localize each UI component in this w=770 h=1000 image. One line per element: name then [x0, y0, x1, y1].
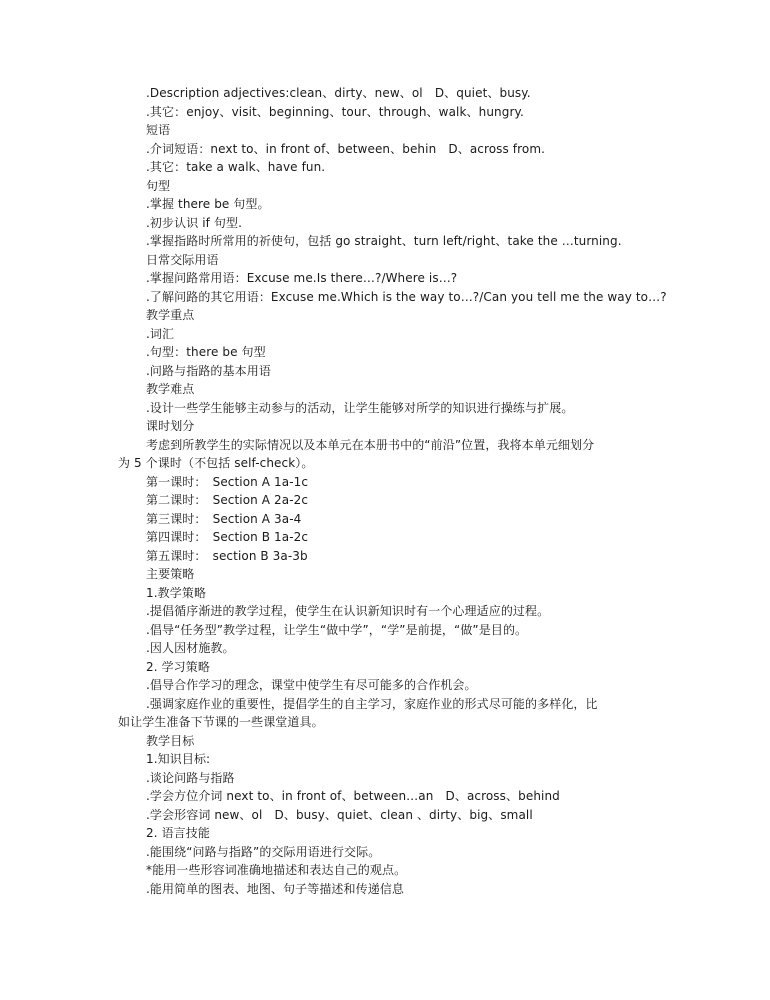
- text-line: 考虑到所教学生的实际情况以及本单元在本册书中的“前沿”位置，我将本单元细划分: [146, 437, 595, 452]
- text-line: .谈论问路与指路: [146, 770, 235, 785]
- text-line: .倡导“任务型”教学过程，让学生“做中学”，“学”是前提，“做”是目的。: [146, 622, 528, 637]
- text-line: .因人因材施教。: [146, 641, 235, 655]
- text-line: .掌握 there be 句型。: [146, 197, 270, 211]
- text-line: .介词短语：next to、in front of、between、behin D、across from.: [146, 141, 546, 156]
- text-line: 2. 学习策略: [146, 659, 210, 674]
- text-line: .学会方位介词 next to、in front of、between…an D、across、behind: [146, 789, 560, 803]
- text-line: .提倡循序渐进的教学过程，使学生在认识新知识时有一个心理适应的过程。: [146, 604, 550, 618]
- text-line: .强调家庭作业的重要性，提倡学生的自主学习，家庭作业的形式尽可能的多样化，比: [146, 696, 598, 711]
- text-line: 第一课时： Section A 1a-1c: [146, 474, 309, 489]
- text-line: .倡导合作学习的理念，课堂中使学生有尽可能多的合作机会。: [146, 678, 477, 692]
- text-line: .掌握指路时所常用的祈使句，包括 go straight、turn left/right、take the …turning.: [146, 234, 622, 248]
- text-line: .掌握问路常用语：Excuse me.Is there…?/Where is…?: [146, 271, 458, 285]
- text-line: .句型：there be 句型: [146, 345, 266, 359]
- text-line: .问路与指路的基本用语: [146, 363, 271, 378]
- text-line: .设计一些学生能够主动参与的活动，让学生能够对所学的知识进行操练与扩展。: [146, 400, 574, 415]
- text-line: .能用简单的图表、地图、句子等描述和传递信息: [146, 881, 405, 896]
- text-line: 如让学生准备下节课的一些课堂道具。: [118, 715, 324, 729]
- text-line: 第五课时： section B 3a-3b: [146, 548, 308, 563]
- text-line: .其它：take a walk、have fun.: [146, 160, 326, 174]
- text-line: 主要策略: [146, 567, 195, 581]
- text-line: .初步认识 if 句型.: [146, 215, 243, 230]
- text-line: 教学重点: [146, 308, 195, 322]
- document-page: [0, 84, 770, 898]
- text-line: 课时划分: [146, 419, 195, 433]
- text-line: 教学难点: [146, 382, 195, 396]
- text-line: .能围绕“问路与指路”的交际用语进行交际。: [146, 844, 381, 859]
- text-line: .Description adjectives:clean、dirty、new、ol D、quiet、busy.: [146, 86, 531, 100]
- text-line: 1.知识目标:: [146, 752, 211, 766]
- text-line: .词汇: [146, 326, 175, 341]
- text-line: 短语: [146, 123, 171, 137]
- text-line: 句型: [146, 178, 171, 193]
- text-line: 日常交际用语: [146, 252, 219, 267]
- text-line: *能用一些形容词准确地描述和表达自己的观点。: [146, 863, 407, 877]
- text-line: 2. 语言技能: [146, 826, 210, 840]
- text-line: 第二课时： Section A 2a-2c: [146, 493, 309, 507]
- text-line: 教学目标: [146, 733, 195, 748]
- text-line: 第四课时： Section B 1a-2c: [146, 530, 309, 544]
- text-line: 1.教学策略: [146, 585, 207, 600]
- text-line: 为 5 个课时（不包括 self-check）。: [118, 456, 314, 470]
- text-line: .其它：enjoy、visit、beginning、tour、through、walk、hungry.: [146, 104, 524, 119]
- text-line: .学会形容词 new、ol D、busy、quiet、clean 、dirty、big、small: [146, 807, 533, 822]
- text-line: 第三课时： Section A 3a-4: [146, 511, 302, 526]
- text-line: .了解问路的其它用语：Excuse me.Which is the way to…?/Can you tell me the way to…?: [146, 289, 667, 304]
